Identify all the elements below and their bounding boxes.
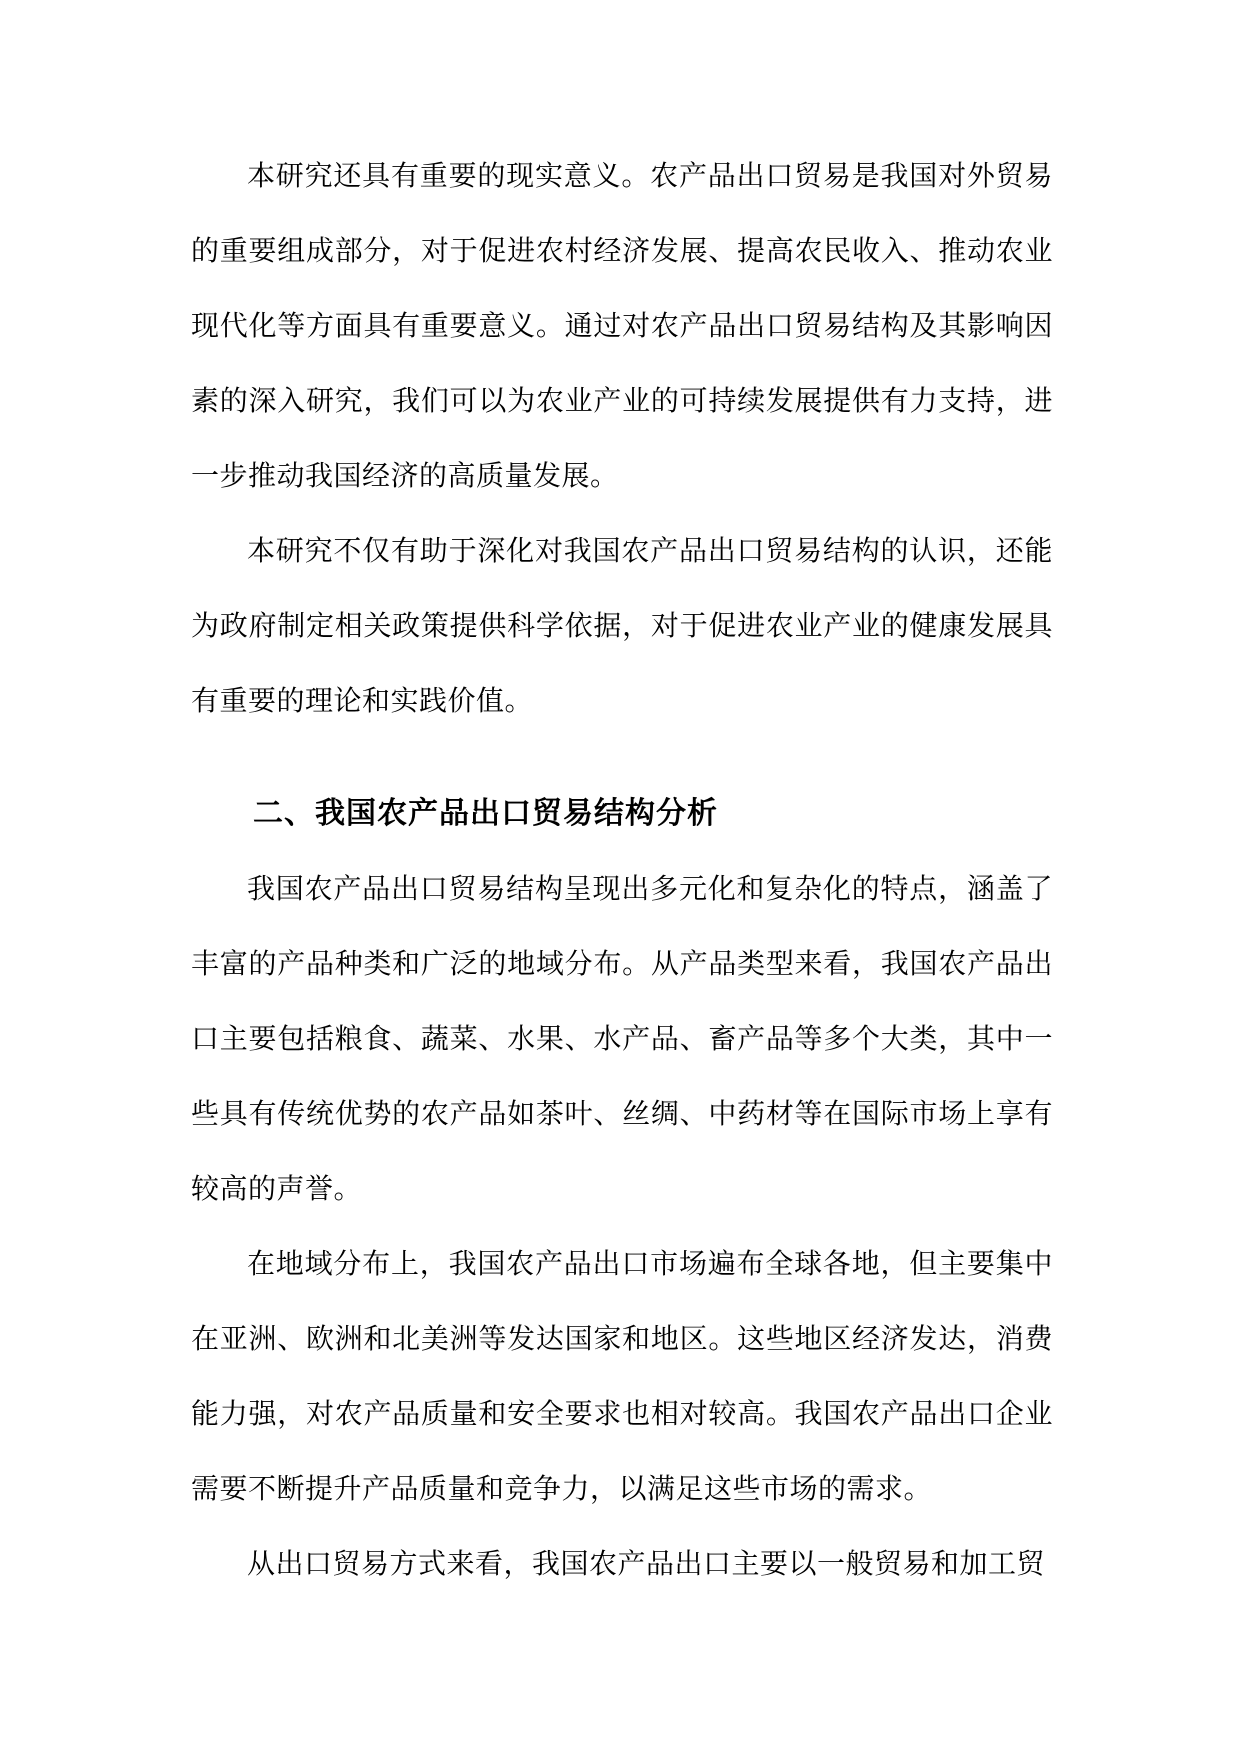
document-body	[191, 138, 1053, 1601]
paragraph-structure-overview: 我国农产品出口贸易结构呈现出多元化和复杂化的特点，涵盖了丰富的产品种类和广泛的地域分布。从产品类型来看，我国农产品出口主要包括粮食、蔬菜、水果、水产品、畜产品等多个大类，其中一些具有传统优势的农产品如茶叶、丝绸、中药材等在国际市场上享有较高的声誉。	[191, 872, 1053, 1205]
paragraph-practical-significance: 本研究还具有重要的现实意义。农产品出口贸易是我国对外贸易的重要组成部分，对于促进农村经济发展、提高农民收入、推动农业现代化等方面具有重要意义。通过对农产品出口贸易结构及其影响因素的深入研究，我们可以为农业产业的可持续发展提供有力支持，进一步推动我国经济的高质量发展。	[191, 159, 1053, 492]
paragraph-trade-mode: 从出口贸易方式来看，我国农产品出口主要以一般贸易和加工贸	[247, 1547, 1046, 1580]
paragraph-research-value: 本研究不仅有助于深化对我国农产品出口贸易结构的认识，还能为政府制定相关政策提供科学依据，对于促进农业产业的健康发展具有重要的理论和实践价值。	[191, 534, 1053, 717]
section-heading: 二、我国农产品出口贸易结构分析	[253, 796, 718, 831]
paragraph-regional-distribution: 在地域分布上，我国农产品出口市场遍布全球各地，但主要集中在亚洲、欧洲和北美洲等发达国家和地区。这些地区经济发达，消费能力强，对农产品质量和安全要求也相对较高。我国农产品出口企业需要不断提升产品质量和竞争力，以满足这些市场的需求。	[191, 1247, 1053, 1505]
section-spacer	[191, 738, 1053, 776]
